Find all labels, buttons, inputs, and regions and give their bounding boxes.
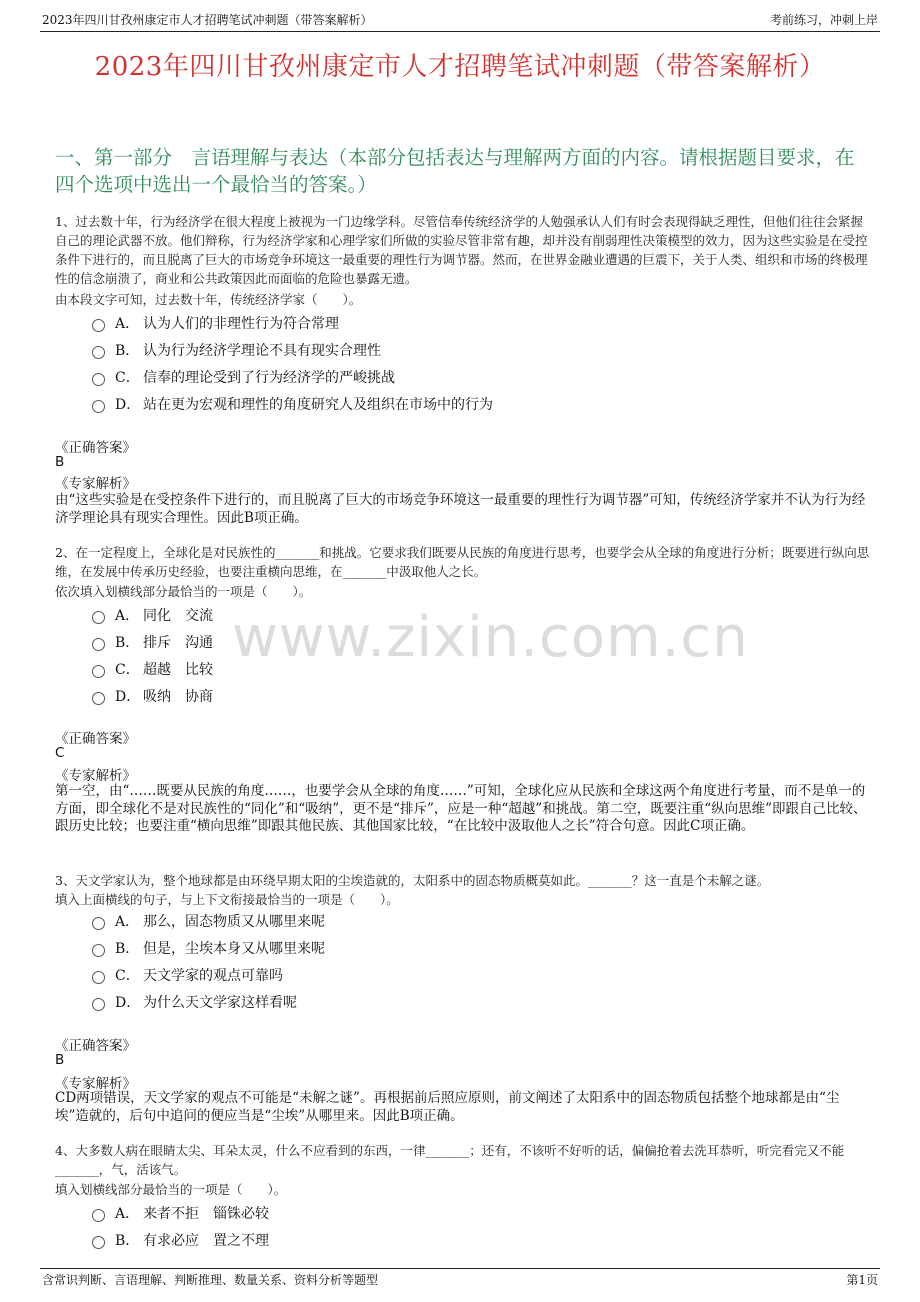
q1-option-d[interactable]: D． 站在更为宏观和理性的角度研究人及组织在市场中的行为 <box>92 394 493 414</box>
radio-icon[interactable] <box>92 998 105 1011</box>
radio-icon[interactable] <box>92 319 105 332</box>
q3-option-c[interactable]: C． 天文学家的观点可靠吗 <box>92 965 283 985</box>
q3-answer-label: 《正确答案》 <box>55 1038 136 1054</box>
radio-icon[interactable] <box>92 346 105 359</box>
document-title: 2023年四川甘孜州康定市人才招聘笔试冲刺题（带答案解析） <box>94 52 826 82</box>
q2-analysis: 第一空，由“……既要从民族的角度……，也要学会从全球的角度……”可知，全球化应从民族和全球这两个角度进行考量，而不是单一的方面，即全球化不是对民族性的“同化”和“吸纳”，更不是“排斥”，应是一种“超越”和挑战。第二空，既要注重“纵向思维”即跟自己比较、跟历史比较；也要注重“横向思维”即跟其他民族、其他国家比较，“在比较中汲取他人之长”符合句意。因此C项正确。 <box>55 783 867 834</box>
q3-option-d[interactable]: D． 为什么天文学家这样看呢 <box>92 992 297 1012</box>
page-header-right: 考前练习，冲刺上岸 <box>769 13 878 27</box>
radio-icon[interactable] <box>92 638 105 651</box>
page-number: 第1页 <box>846 1273 878 1287</box>
radio-icon[interactable] <box>92 1209 105 1222</box>
q3-option-a[interactable]: A． 那么，固态物质又从哪里来呢 <box>92 911 325 931</box>
q1-analysis-label: 《专家解析》 <box>55 476 136 492</box>
question-2-stem: 2、在一定程度上，全球化是对民族性的_______和挑战。它要求我们既要从民族的角度进行思考，也要学会从全球的角度进行分析；既要进行纵向思维，在发展中传承历史经验，也要注重横向思维，在_______中汲取他人之长。 <box>55 545 870 579</box>
question-2-prompt: 依次填入划横线部分最恰当的一项是（ ）。 <box>55 584 312 599</box>
q1-answer: B <box>55 454 65 470</box>
q2-analysis-label: 《专家解析》 <box>55 768 136 784</box>
question-1-prompt: 由本段文字可知，过去数十年，传统经济学家（ ）。 <box>55 292 362 307</box>
q2-answer-label: 《正确答案》 <box>55 731 136 747</box>
section-heading: 一、第一部分 言语理解与表达（本部分包括表达与理解两方面的内容。请根据题目要求，在四个选项中选出一个最恰当的答案。） <box>55 146 855 196</box>
q2-option-a[interactable]: A． 同化 交流 <box>92 605 213 625</box>
radio-icon[interactable] <box>92 611 105 624</box>
q3-analysis: CD两项错误，天文学家的观点不可能是“未解之谜”。再根据前后照应原则，前文阐述了太阳系中的固态物质包括整个地球都是由“尘埃”造就的，后句中追问的便应当是“尘埃”从哪里来。因此B项正确。 <box>55 1090 840 1124</box>
q1-analysis: 由“这些实验是在受控条件下进行的，而且脱离了巨大的市场竞争环境这一最重要的理性行为调节器”可知，传统经济学家并不认为行为经济学理论具有现实合理性。因此B项正确。 <box>55 492 866 526</box>
radio-icon[interactable] <box>92 373 105 386</box>
header-rule <box>40 31 880 32</box>
radio-icon[interactable] <box>92 692 105 705</box>
question-4-prompt: 填入划横线部分最恰当的一项是（ ）。 <box>55 1182 287 1197</box>
q1-option-c[interactable]: C． 信奉的理论受到了行为经济学的严峻挑战 <box>92 367 395 387</box>
q2-answer: C <box>55 745 65 761</box>
q4-option-a[interactable]: A． 来者不拒 锱铢必较 <box>92 1203 269 1223</box>
radio-icon[interactable] <box>92 1236 105 1249</box>
radio-icon[interactable] <box>92 917 105 930</box>
q2-option-c[interactable]: C． 超越 比较 <box>92 659 213 679</box>
page-header-left: 2023年四川甘孜州康定市人才招聘笔试冲刺题（带答案解析） <box>42 13 373 27</box>
radio-icon[interactable] <box>92 400 105 413</box>
q1-option-b[interactable]: B． 认为行为经济学理论不具有现实合理性 <box>92 340 381 360</box>
q4-option-b[interactable]: B． 有求必应 置之不理 <box>92 1230 269 1250</box>
q1-answer-label: 《正确答案》 <box>55 440 136 456</box>
question-3-stem: 3、天文学家认为，整个地球都是由环绕早期太阳的尘埃造就的，太阳系中的固态物质概莫如此。_______？这一直是个未解之谜。 <box>55 873 770 888</box>
question-4-stem: 4、大多数人病在眼睛太尖、耳朵太灵，什么不应看到的东西，一律_______；还有，不该听不好听的话，偏偏抢着去洗耳恭听，听完看完又不能_______，气，活该气。 <box>55 1143 845 1177</box>
question-3-prompt: 填入上面横线的句子，与上下文衔接最恰当的一项是（ ）。 <box>55 892 399 907</box>
q1-option-a[interactable]: A． 认为人们的非理性行为符合常理 <box>92 313 339 333</box>
radio-icon[interactable] <box>92 944 105 957</box>
watermark: www.zixin.com.cn <box>232 605 749 670</box>
radio-icon[interactable] <box>92 971 105 984</box>
page-footer-left: 含常识判断、言语理解、判断推理、数量关系、资料分析等题型 <box>42 1273 379 1287</box>
q2-option-d[interactable]: D． 吸纳 协商 <box>92 686 213 706</box>
question-1-stem: 1、过去数十年，行为经济学在很大程度上被视为一门边缘学科。尽管信奉传统经济学的人勉强承认人们有时会表现得缺乏理性，但他们往往会紧握自己的理论武器不放。他们辩称，行为经济学家和心理学家们所做的实验尽管非常有趣，却并没有削弱理性决策模型的效力，因为这些实验是在受控条件下进行的，而且脱离了巨大的市场竞争环境这一最重要的理性行为调节器。然而，在世界金融业遭遇的巨震下，关于人类、组织和市场的终极理性的信念崩溃了，商业和公共政策因此而面临的危险也暴露无遗。 <box>55 214 868 286</box>
q3-option-b[interactable]: B． 但是，尘埃本身又从哪里来呢 <box>92 938 325 958</box>
q3-answer: B <box>55 1052 65 1068</box>
radio-icon[interactable] <box>92 665 105 678</box>
q2-option-b[interactable]: B． 排斥 沟通 <box>92 632 213 652</box>
footer-rule <box>40 1268 880 1269</box>
q3-analysis-label: 《专家解析》 <box>55 1076 136 1092</box>
